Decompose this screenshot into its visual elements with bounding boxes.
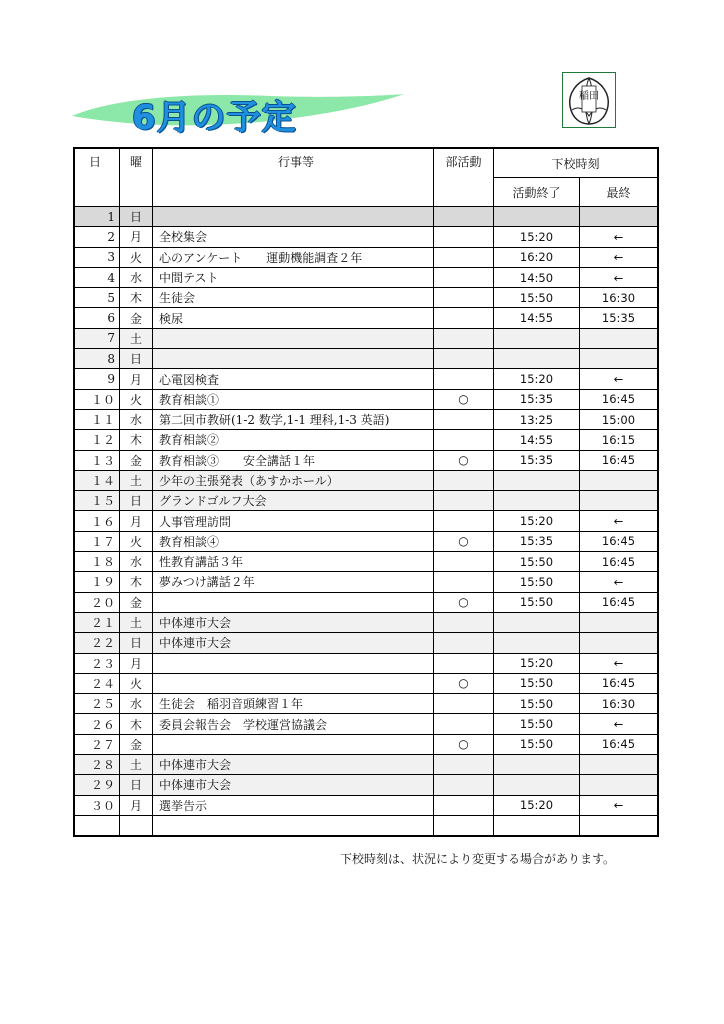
cell-last [580, 815, 659, 836]
table-row [74, 470, 658, 490]
table-row [74, 328, 658, 348]
cell-day: ２４ [74, 673, 120, 693]
cell-club [434, 755, 494, 775]
cell-day: １９ [74, 572, 120, 592]
cell-last: ← [580, 267, 659, 287]
cell-end [494, 815, 580, 836]
table-row [74, 450, 658, 470]
cell-last: ← [580, 247, 659, 267]
cell-last [580, 349, 659, 369]
header-dismissal: 下校時刻 [494, 148, 659, 178]
table-row [74, 369, 658, 389]
cell-last: 16:45 [580, 552, 659, 572]
cell-day: １６ [74, 511, 120, 531]
cell-club: ○ [434, 673, 494, 693]
cell-day [74, 815, 120, 836]
cell-weekday: 火 [120, 531, 153, 551]
cell-club: ○ [434, 734, 494, 754]
cell-day: ２０ [74, 592, 120, 612]
cell-last: ← [580, 795, 659, 815]
cell-club [434, 247, 494, 267]
cell-last: 16:45 [580, 389, 659, 409]
cell-end: 15:50 [494, 734, 580, 754]
cell-club [434, 511, 494, 531]
cell-day: ２６ [74, 714, 120, 734]
header-day: 日 [74, 148, 120, 207]
cell-event: 第二回市教研(1-2 数学,1-1 理科,1-3 英語) [153, 409, 434, 429]
cell-club [434, 430, 494, 450]
cell-last [580, 775, 659, 795]
cell-club [434, 409, 494, 429]
table-row [74, 227, 658, 247]
cell-event: 中体連市大会 [153, 633, 434, 653]
cell-event: 少年の主張発表（あすかホール） [153, 470, 434, 490]
cell-event [153, 328, 434, 348]
cell-club [434, 714, 494, 734]
cell-club [434, 552, 494, 572]
cell-club: ○ [434, 592, 494, 612]
table-row [74, 815, 658, 836]
cell-last: 16:45 [580, 673, 659, 693]
cell-last: 15:00 [580, 409, 659, 429]
cell-weekday: 火 [120, 389, 153, 409]
cell-end: 15:20 [494, 369, 580, 389]
table-row [74, 349, 658, 369]
cell-club: ○ [434, 389, 494, 409]
cell-event: 中体連市大会 [153, 775, 434, 795]
table-row [74, 267, 658, 287]
cell-weekday: 木 [120, 430, 153, 450]
cell-last [580, 633, 659, 653]
cell-day: 2 [74, 227, 120, 247]
cell-club: ○ [434, 531, 494, 551]
cell-day: ３０ [74, 795, 120, 815]
cell-day: ２８ [74, 755, 120, 775]
cell-weekday: 日 [120, 633, 153, 653]
table-row [74, 673, 658, 693]
table-row [74, 308, 658, 328]
cell-event: 人事管理訪問 [153, 511, 434, 531]
cell-weekday: 月 [120, 369, 153, 389]
cell-club: ○ [434, 450, 494, 470]
cell-event [153, 815, 434, 836]
cell-day: ２３ [74, 653, 120, 673]
cell-weekday: 水 [120, 267, 153, 287]
cell-day: 7 [74, 328, 120, 348]
cell-event [153, 592, 434, 612]
cell-last: ← [580, 653, 659, 673]
cell-day: １０ [74, 389, 120, 409]
emblem-text: 稲田 [579, 91, 599, 102]
cell-club [434, 207, 494, 227]
cell-day: １４ [74, 470, 120, 490]
cell-weekday: 水 [120, 552, 153, 572]
header-club: 部活動 [434, 148, 494, 207]
cell-club [434, 328, 494, 348]
table-row [74, 775, 658, 795]
header-events: 行事等 [153, 148, 434, 207]
cell-end: 14:50 [494, 267, 580, 287]
cell-last: ← [580, 714, 659, 734]
cell-event: 教育相談④ [153, 531, 434, 551]
cell-club [434, 288, 494, 308]
cell-club [434, 227, 494, 247]
cell-day: ２５ [74, 694, 120, 714]
cell-weekday: 火 [120, 673, 153, 693]
cell-weekday: 金 [120, 450, 153, 470]
cell-event: 選挙告示 [153, 795, 434, 815]
cell-last [580, 491, 659, 511]
cell-day: １５ [74, 491, 120, 511]
cell-event [153, 734, 434, 754]
school-emblem [562, 72, 616, 128]
cell-club [434, 795, 494, 815]
header-weekday: 曜 [120, 148, 153, 207]
cell-weekday: 木 [120, 572, 153, 592]
table-row [74, 633, 658, 653]
cell-event: 検尿 [153, 308, 434, 328]
cell-end [494, 328, 580, 348]
cell-end [494, 612, 580, 632]
cell-last: 16:45 [580, 531, 659, 551]
cell-event: 全校集会 [153, 227, 434, 247]
cell-club [434, 572, 494, 592]
table-row [74, 552, 658, 572]
cell-weekday: 月 [120, 653, 153, 673]
cell-weekday: 日 [120, 349, 153, 369]
schedule-table [73, 147, 659, 837]
cell-event [153, 673, 434, 693]
cell-club [434, 349, 494, 369]
cell-end: 15:50 [494, 552, 580, 572]
cell-end: 15:50 [494, 288, 580, 308]
cell-event: 心のアンケート 運動機能調査２年 [153, 247, 434, 267]
cell-day: １２ [74, 430, 120, 450]
table-row [74, 430, 658, 450]
cell-club [434, 633, 494, 653]
cell-weekday: 水 [120, 409, 153, 429]
cell-end: 15:50 [494, 572, 580, 592]
cell-event: 性教育講話３年 [153, 552, 434, 572]
table-row [74, 288, 658, 308]
cell-event: 生徒会 [153, 288, 434, 308]
cell-end [494, 470, 580, 490]
table-row [74, 531, 658, 551]
cell-club [434, 308, 494, 328]
table-row [74, 491, 658, 511]
cell-event [153, 207, 434, 227]
cell-day: 5 [74, 288, 120, 308]
cell-end: 15:50 [494, 714, 580, 734]
cell-end: 15:35 [494, 450, 580, 470]
cell-day: １１ [74, 409, 120, 429]
cell-day: 9 [74, 369, 120, 389]
footnote: 下校時刻は、状況により変更する場合があります。 [340, 852, 616, 866]
cell-end: 13:25 [494, 409, 580, 429]
page-title: 6月の予定 [132, 98, 297, 138]
cell-weekday: 土 [120, 755, 153, 775]
cell-event: グランドゴルフ大会 [153, 491, 434, 511]
table-row [74, 389, 658, 409]
cell-end: 15:35 [494, 531, 580, 551]
cell-day: ２９ [74, 775, 120, 795]
cell-club [434, 369, 494, 389]
cell-weekday: 日 [120, 491, 153, 511]
cell-day: 6 [74, 308, 120, 328]
cell-weekday: 土 [120, 328, 153, 348]
table-row [74, 247, 658, 267]
cell-day: 8 [74, 349, 120, 369]
table-row [74, 694, 658, 714]
table-row [74, 734, 658, 754]
cell-club [434, 470, 494, 490]
cell-last [580, 612, 659, 632]
cell-end [494, 775, 580, 795]
cell-last: 15:35 [580, 308, 659, 328]
cell-event: 委員会報告会 学校運営協議会 [153, 714, 434, 734]
table-row [74, 755, 658, 775]
cell-weekday: 月 [120, 511, 153, 531]
cell-weekday [120, 815, 153, 836]
cell-event: 教育相談③ 安全講話１年 [153, 450, 434, 470]
cell-end: 15:20 [494, 653, 580, 673]
cell-weekday: 火 [120, 247, 153, 267]
cell-weekday: 月 [120, 795, 153, 815]
cell-end: 15:50 [494, 592, 580, 612]
cell-weekday: 月 [120, 227, 153, 247]
cell-weekday: 木 [120, 288, 153, 308]
cell-club [434, 612, 494, 632]
cell-end: 15:35 [494, 389, 580, 409]
table-row [74, 653, 658, 673]
cell-day: ２７ [74, 734, 120, 754]
cell-day: １３ [74, 450, 120, 470]
cell-day: ２１ [74, 612, 120, 632]
cell-club [434, 815, 494, 836]
cell-last: ← [580, 511, 659, 531]
cell-end [494, 755, 580, 775]
cell-end: 15:20 [494, 795, 580, 815]
cell-weekday: 金 [120, 734, 153, 754]
cell-last: 16:45 [580, 450, 659, 470]
cell-weekday: 土 [120, 612, 153, 632]
cell-last: 16:45 [580, 734, 659, 754]
cell-end: 15:20 [494, 511, 580, 531]
cell-day: １７ [74, 531, 120, 551]
cell-end: 15:50 [494, 673, 580, 693]
cell-event: 中間テスト [153, 267, 434, 287]
cell-last [580, 328, 659, 348]
cell-club [434, 267, 494, 287]
table-row [74, 207, 658, 227]
table-row [74, 409, 658, 429]
cell-last [580, 470, 659, 490]
table-row [74, 795, 658, 815]
table-row [74, 714, 658, 734]
cell-day: ２２ [74, 633, 120, 653]
cell-day: 4 [74, 267, 120, 287]
cell-last: ← [580, 572, 659, 592]
cell-event: 中体連市大会 [153, 755, 434, 775]
cell-last: 16:45 [580, 592, 659, 612]
table-row [74, 511, 658, 531]
cell-event [153, 349, 434, 369]
cell-weekday: 日 [120, 207, 153, 227]
cell-club [434, 694, 494, 714]
header-final: 最終 [580, 178, 659, 207]
cell-weekday: 土 [120, 470, 153, 490]
cell-event: 中体連市大会 [153, 612, 434, 632]
cell-day: １８ [74, 552, 120, 572]
cell-event: 教育相談② [153, 430, 434, 450]
cell-day: 3 [74, 247, 120, 267]
cell-last: 16:30 [580, 288, 659, 308]
title-banner [70, 86, 410, 136]
cell-last [580, 755, 659, 775]
cell-end: 14:55 [494, 308, 580, 328]
cell-last: ← [580, 369, 659, 389]
cell-last: 16:30 [580, 694, 659, 714]
cell-end: 14:55 [494, 430, 580, 450]
table-row [74, 572, 658, 592]
cell-weekday: 金 [120, 592, 153, 612]
cell-event: 生徒会 稲羽音頭練習１年 [153, 694, 434, 714]
cell-end [494, 207, 580, 227]
cell-weekday: 日 [120, 775, 153, 795]
cell-end [494, 349, 580, 369]
cell-event [153, 653, 434, 673]
cell-end: 15:20 [494, 227, 580, 247]
cell-last: ← [580, 227, 659, 247]
cell-club [434, 653, 494, 673]
cell-day: 1 [74, 207, 120, 227]
cell-club [434, 491, 494, 511]
cell-event: 教育相談① [153, 389, 434, 409]
cell-weekday: 木 [120, 714, 153, 734]
header-activity-end: 活動終了 [494, 178, 580, 207]
cell-end: 15:50 [494, 694, 580, 714]
cell-weekday: 水 [120, 694, 153, 714]
cell-weekday: 金 [120, 308, 153, 328]
cell-end [494, 491, 580, 511]
cell-club [434, 775, 494, 795]
table-row [74, 612, 658, 632]
cell-last [580, 207, 659, 227]
cell-event: 心電図検査 [153, 369, 434, 389]
cell-end [494, 633, 580, 653]
table-row [74, 592, 658, 612]
cell-event: 夢みつけ講話２年 [153, 572, 434, 592]
cell-end: 16:20 [494, 247, 580, 267]
cell-last: 16:15 [580, 430, 659, 450]
